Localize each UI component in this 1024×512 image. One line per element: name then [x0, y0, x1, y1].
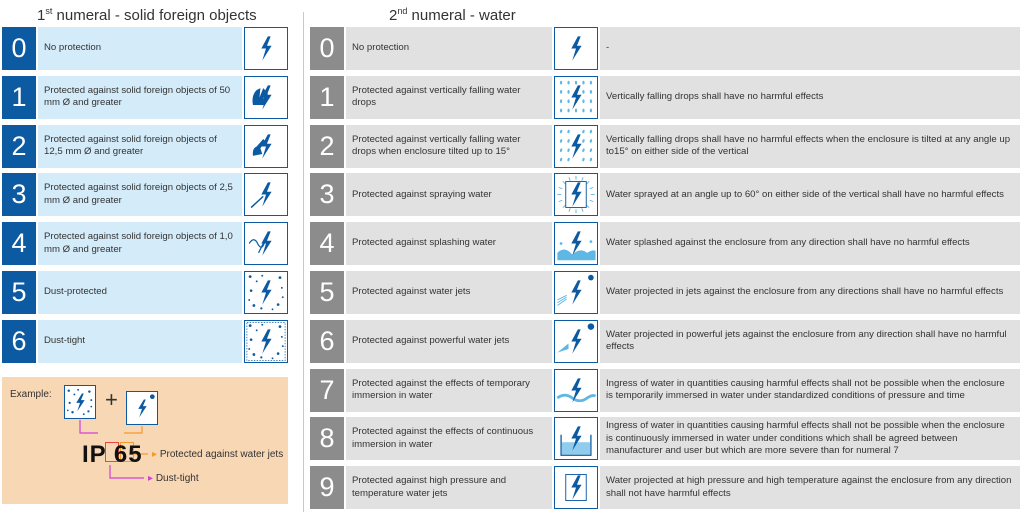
- immersion-icon-graphic: [555, 370, 597, 411]
- protection-description: Protected against the effects of continuous immersion in water: [346, 417, 552, 460]
- numeral-cell: 0: [2, 27, 36, 70]
- water-row-1: [310, 76, 1020, 119]
- protection-description: Dust-tight: [38, 320, 242, 363]
- protection-description: Protected against the effects of temporary immersion in water: [346, 369, 552, 412]
- note-dust-tight: ▸ Dust-tight: [148, 473, 199, 484]
- hand-icon-graphic: [245, 77, 287, 118]
- protection-description: Protected against vertically falling water drops: [346, 76, 552, 119]
- water-row-8: [310, 417, 1020, 460]
- solids-row-3: [2, 173, 288, 216]
- dust-icon: [244, 271, 288, 314]
- finger-icon-graphic: [245, 126, 287, 167]
- numeral-cell: 9: [310, 466, 344, 509]
- numeral-cell: 6: [310, 320, 344, 363]
- protection-explanation: Vertically falling drops shall have no harmful effects when the enclosure is tilted at any angle up to15° on either side of the vertical: [600, 125, 1020, 168]
- drops-icon: [554, 76, 598, 119]
- water-row-3: [310, 173, 1020, 216]
- protection-explanation: Water splashed against the enclosure from any direction shall have no harmful effects: [600, 222, 1020, 265]
- protection-description: Protected against water jets: [346, 271, 552, 314]
- protection-description: Protected against powerful water jets: [346, 320, 552, 363]
- numeral-cell: 4: [2, 222, 36, 265]
- column-divider: [303, 12, 304, 512]
- plus-sign: +: [105, 387, 118, 412]
- high-pressure-icon-graphic: [555, 467, 597, 508]
- protection-explanation: Ingress of water in quantities causing harmful effects shall not be possible when the enclosure is continuously immersed in water under conditions which shall be agreed between manufacturer and user but which are more severe than for numeral 7: [600, 417, 1020, 460]
- splash-icon: [554, 222, 598, 265]
- water-row-9: [310, 466, 1020, 509]
- protection-description: Protected against solid foreign objects of 1,0 mm Ø and greater: [38, 222, 242, 265]
- numeral-cell: 1: [310, 76, 344, 119]
- protection-explanation: Water sprayed at an angle up to 60° on either side of the vertical shall have no harmful effects: [600, 173, 1020, 216]
- protection-explanation: Water projected at high pressure and high temperature against the enclosure from any direction shall not have harmful effects: [600, 466, 1020, 509]
- jet-icon-graphic: [555, 272, 597, 313]
- numeral-cell: 0: [310, 27, 344, 70]
- numeral-cell: 2: [2, 125, 36, 168]
- water-row-2: [310, 125, 1020, 168]
- numeral-cell: 3: [310, 173, 344, 216]
- wire-icon-graphic: [245, 223, 287, 264]
- solids-row-1: [2, 76, 288, 119]
- protection-explanation: Ingress of water in quantities causing harmful effects shall not be possible when the enclosure is temporarily immersed in water under standardized conditions of pressure and time: [600, 369, 1020, 412]
- bolt-icon: [554, 27, 598, 70]
- dust-icon-graphic: [245, 272, 287, 313]
- bolt-icon-graphic: [555, 28, 597, 69]
- spray-icon: [554, 173, 598, 216]
- numeral-cell: 5: [310, 271, 344, 314]
- high-pressure-icon: [554, 466, 598, 509]
- splash-icon-graphic: [555, 223, 597, 264]
- numeral-cell: 8: [310, 417, 344, 460]
- numeral-cell: 2: [310, 125, 344, 168]
- water-row-4: [310, 222, 1020, 265]
- solids-row-6: [2, 320, 288, 363]
- protection-description: Dust-protected: [38, 271, 242, 314]
- jet-icon: [554, 271, 598, 314]
- protection-explanation: Water projected in jets against the enclosure from any directions shall have no harmful effects: [600, 271, 1020, 314]
- protection-description: Protected against spraying water: [346, 173, 552, 216]
- protection-explanation: -: [600, 27, 1020, 70]
- finger-icon: [244, 125, 288, 168]
- tool-icon-graphic: [245, 174, 287, 215]
- bolt-icon: [244, 27, 288, 70]
- example-connector-lines: [2, 377, 288, 504]
- protection-description: Protected against high pressure and temperature water jets: [346, 466, 552, 509]
- protection-description: Protected against splashing water: [346, 222, 552, 265]
- tilted-drops-icon: [554, 125, 598, 168]
- water-row-5: [310, 271, 1020, 314]
- example-label: Example:: [10, 389, 52, 400]
- protection-explanation: Vertically falling drops shall have no harmful effects: [600, 76, 1020, 119]
- solids-row-2: [2, 125, 288, 168]
- hand-icon: [244, 76, 288, 119]
- protection-description: Protected against vertically falling water drops when enclosure tilted up to 15°: [346, 125, 552, 168]
- numeral-cell: 1: [2, 76, 36, 119]
- protection-description: No protection: [38, 27, 242, 70]
- ip-code: IP 65: [82, 441, 143, 468]
- water-row-7: [310, 369, 1020, 412]
- solids-row-0: [2, 27, 288, 70]
- protection-description: No protection: [346, 27, 552, 70]
- solids-heading: 1st numeral - solid foreign objects: [37, 6, 257, 24]
- protection-description: Protected against solid foreign objects of 2,5 mm Ø and greater: [38, 173, 242, 216]
- powerful-jet-icon: [554, 320, 598, 363]
- wire-icon: [244, 222, 288, 265]
- protection-explanation: Water projected in powerful jets against the enclosure from any direction shall have no harmful effects: [600, 320, 1020, 363]
- numeral-cell: 4: [310, 222, 344, 265]
- example-box: [2, 377, 288, 504]
- numeral-cell: 5: [2, 271, 36, 314]
- water-row-0: [310, 27, 1020, 70]
- spray-icon-graphic: [555, 174, 597, 215]
- water-heading: 2nd numeral - water: [389, 6, 516, 24]
- immersion-icon: [554, 369, 598, 412]
- protection-description: Protected against solid foreign objects of 12,5 mm Ø and greater: [38, 125, 242, 168]
- protection-description: Protected against solid foreign objects of 50 mm Ø and greater: [38, 76, 242, 119]
- dust-tight-icon: [244, 320, 288, 363]
- numeral-cell: 7: [310, 369, 344, 412]
- note-water-jets: ▸ Protected against water jets: [152, 449, 284, 460]
- solids-row-4: [2, 222, 288, 265]
- numeral-cell: 6: [2, 320, 36, 363]
- continuous-immersion-icon-graphic: [555, 418, 597, 459]
- tilted-drops-icon-graphic: [555, 126, 597, 167]
- dust-tight-icon-graphic: [245, 321, 287, 362]
- bolt-icon-graphic: [245, 28, 287, 69]
- tool-icon: [244, 173, 288, 216]
- water-row-6: [310, 320, 1020, 363]
- powerful-jet-icon-graphic: [555, 321, 597, 362]
- drops-icon-graphic: [555, 77, 597, 118]
- solids-row-5: [2, 271, 288, 314]
- continuous-immersion-icon: [554, 417, 598, 460]
- numeral-cell: 3: [2, 173, 36, 216]
